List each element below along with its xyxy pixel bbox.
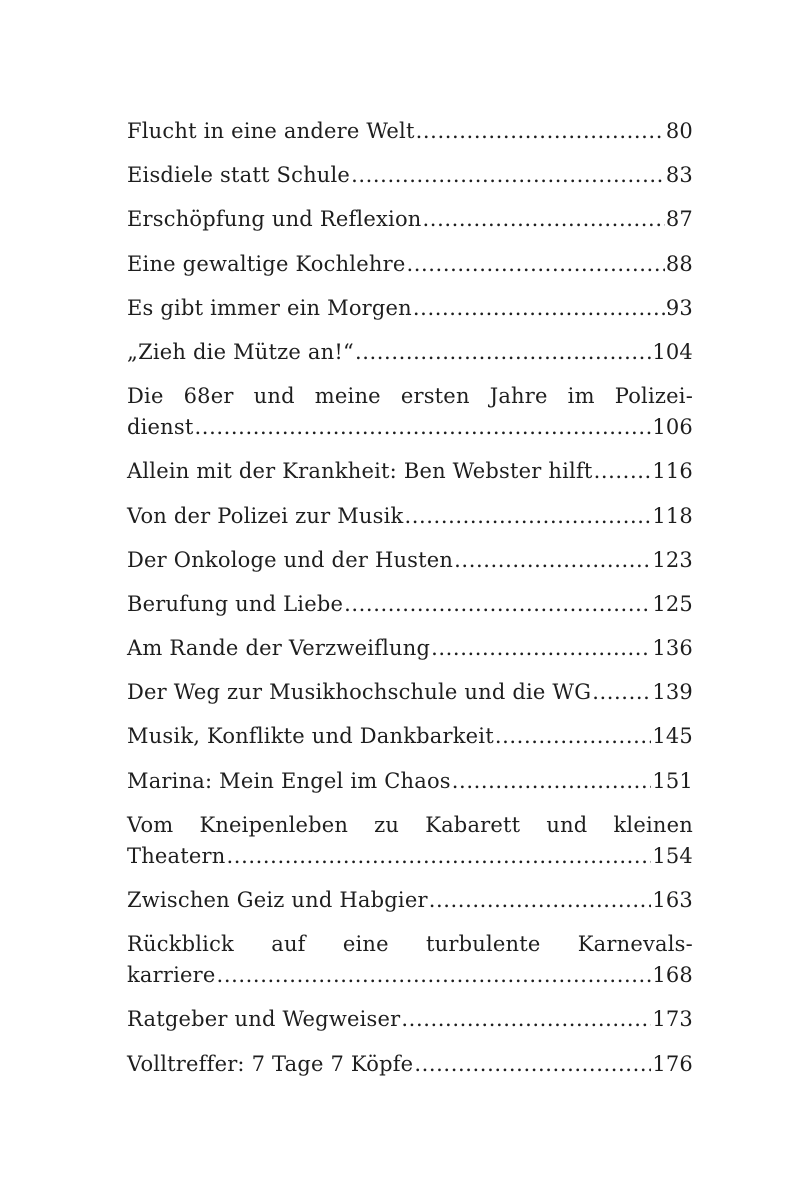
toc-entry-line bbox=[127, 501, 693, 532]
toc-entry-line bbox=[127, 841, 693, 872]
toc-entry-page-number: 145 bbox=[652, 724, 693, 749]
toc-entry-word: Rückblick bbox=[127, 932, 234, 957]
toc-entry bbox=[127, 337, 693, 368]
toc-entry-title: „Zieh die Mütze an!“ bbox=[127, 339, 354, 364]
toc-entry-line bbox=[127, 721, 693, 752]
toc-entry-page-number: 83 bbox=[665, 163, 693, 188]
toc-entry bbox=[127, 456, 693, 487]
dot-leader bbox=[404, 501, 651, 532]
dot-leader bbox=[454, 545, 651, 576]
toc-entry-title: Flucht in eine andere Welt bbox=[127, 119, 415, 143]
toc-entry bbox=[127, 545, 693, 576]
toc-entry-page-number: 104 bbox=[652, 339, 693, 364]
toc-entry-page-number: 136 bbox=[652, 636, 693, 661]
toc-entry-title: Eine gewaltige Kochlehre bbox=[127, 251, 406, 276]
toc-entry bbox=[127, 633, 693, 664]
toc-entry-word: kleinen bbox=[613, 812, 693, 837]
toc-entry-title-line bbox=[127, 929, 693, 960]
toc-entry bbox=[127, 116, 693, 147]
toc-entry bbox=[127, 293, 693, 324]
toc-entry-title: Der Onkologe und der Husten bbox=[127, 547, 454, 572]
toc-entry-page-number: 173 bbox=[652, 1007, 693, 1032]
dot-leader bbox=[195, 412, 652, 443]
toc-entry-word: Jahre bbox=[489, 384, 548, 409]
toc-entry-line bbox=[127, 204, 693, 235]
toc-entry-line bbox=[127, 456, 693, 487]
toc-entry bbox=[127, 1004, 693, 1035]
dot-leader bbox=[355, 337, 651, 368]
toc-entry-word: Vom bbox=[127, 812, 174, 837]
toc-entry-title: Allein mit der Krankheit: Ben Webster hilft bbox=[127, 459, 593, 484]
toc-entry-line bbox=[127, 1004, 693, 1035]
toc-entry-title-line bbox=[127, 381, 693, 412]
toc-entry bbox=[127, 721, 693, 752]
dot-leader bbox=[495, 721, 651, 752]
toc-entry-page-number: 87 bbox=[665, 207, 693, 232]
toc-entry-title: karriere bbox=[127, 963, 216, 988]
toc-entry-word: ersten bbox=[400, 384, 470, 409]
toc-entry-word: auf bbox=[271, 932, 306, 957]
dot-leader bbox=[594, 456, 652, 487]
toc-entry bbox=[127, 204, 693, 235]
toc-entry bbox=[127, 501, 693, 532]
table-of-contents bbox=[127, 116, 693, 1093]
toc-entry-title: Berufung und Liebe bbox=[127, 591, 344, 616]
dot-leader bbox=[413, 293, 665, 324]
toc-entry-page-number: 80 bbox=[665, 119, 693, 143]
toc-entry-title: Theatern bbox=[127, 843, 226, 868]
toc-entry-page-number: 123 bbox=[652, 547, 693, 572]
toc-entry-word: und bbox=[253, 384, 295, 409]
dot-leader bbox=[351, 160, 665, 191]
toc-entry-page-number: 118 bbox=[652, 503, 693, 528]
toc-entry-line bbox=[127, 1049, 693, 1080]
toc-entry-title: Der Weg zur Musikhochschule und die WG bbox=[127, 680, 592, 705]
toc-entry-word: Kneipenleben bbox=[199, 812, 349, 837]
toc-entry-line bbox=[127, 960, 693, 991]
toc-entry-word: eine bbox=[342, 932, 389, 957]
toc-entry-line bbox=[127, 160, 693, 191]
toc-entry-word: 68er bbox=[183, 384, 234, 409]
toc-entry-title: dienst bbox=[127, 415, 194, 440]
toc-entry-line bbox=[127, 293, 693, 324]
toc-entry-title: Von der Polizei zur Musik bbox=[127, 503, 404, 528]
toc-entry-line bbox=[127, 249, 693, 280]
toc-entry bbox=[127, 766, 693, 797]
toc-entry bbox=[127, 589, 693, 620]
toc-entry-word: im bbox=[567, 384, 595, 409]
dot-leader bbox=[429, 885, 652, 916]
toc-entry-page-number: 168 bbox=[652, 963, 693, 988]
toc-entry-page-number: 176 bbox=[652, 1051, 693, 1076]
toc-entry-page-number: 154 bbox=[652, 843, 693, 868]
toc-entry-page-number: 88 bbox=[665, 251, 693, 276]
toc-entry-line bbox=[127, 116, 693, 147]
dot-leader bbox=[452, 766, 652, 797]
toc-entry-word: zu bbox=[374, 812, 400, 837]
toc-entry-line bbox=[127, 545, 693, 576]
toc-entry-page-number: 93 bbox=[665, 295, 693, 320]
toc-entry-line bbox=[127, 677, 693, 708]
dot-leader bbox=[592, 677, 651, 708]
toc-entry-page-number: 163 bbox=[652, 888, 693, 912]
toc-entry-word: und bbox=[546, 812, 588, 837]
toc-entry bbox=[127, 249, 693, 280]
toc-entry bbox=[127, 810, 693, 872]
toc-entry-title: Volltreffer: 7 Tage 7 Köpfe bbox=[127, 1051, 414, 1076]
toc-entry-word: Polizei- bbox=[614, 384, 693, 409]
toc-entry-title: Erschöpfung und Reflexion bbox=[127, 207, 422, 232]
toc-entry-page-number: 106 bbox=[652, 415, 693, 440]
toc-entry-title: Ratgeber und Wegweiser bbox=[127, 1007, 401, 1032]
toc-entry bbox=[127, 160, 693, 191]
toc-entry-title: Musik, Konflikte und Dankbarkeit bbox=[127, 724, 494, 749]
toc-entry-title: Es gibt immer ein Morgen bbox=[127, 295, 412, 320]
dot-leader bbox=[406, 249, 664, 280]
toc-entry-title: Am Rande der Verzweiflung bbox=[127, 636, 431, 661]
toc-entry bbox=[127, 885, 693, 916]
dot-leader bbox=[344, 589, 651, 620]
toc-entry-word: Die bbox=[127, 384, 164, 409]
dot-leader bbox=[431, 633, 651, 664]
dot-leader bbox=[227, 841, 652, 872]
toc-entry-line bbox=[127, 412, 693, 443]
toc-entry-line bbox=[127, 633, 693, 664]
toc-entry-line bbox=[127, 766, 693, 797]
toc-entry-title: Marina: Mein Engel im Chaos bbox=[127, 768, 451, 793]
toc-entry bbox=[127, 1049, 693, 1080]
toc-entry-title: Eisdiele statt Schule bbox=[127, 163, 351, 188]
toc-entry bbox=[127, 929, 693, 991]
toc-entry bbox=[127, 677, 693, 708]
toc-entry-line bbox=[127, 337, 693, 368]
dot-leader bbox=[401, 1004, 651, 1035]
toc-entry-word: turbulente bbox=[426, 932, 541, 957]
toc-entry-page-number: 116 bbox=[652, 459, 693, 484]
toc-entry-title: Zwischen Geiz und Habgier bbox=[127, 888, 428, 912]
dot-leader bbox=[423, 204, 665, 235]
toc-entry-word: Karnevals- bbox=[577, 932, 693, 957]
toc-entry bbox=[127, 381, 693, 443]
toc-entry-word: meine bbox=[314, 384, 381, 409]
toc-entry-page-number: 139 bbox=[652, 680, 693, 705]
toc-entry-title-line bbox=[127, 810, 693, 841]
toc-entry-word: Kabarett bbox=[425, 812, 521, 837]
dot-leader bbox=[416, 116, 665, 147]
toc-entry-page-number: 151 bbox=[652, 768, 693, 793]
toc-entry-page-number: 125 bbox=[652, 591, 693, 616]
dot-leader bbox=[414, 1049, 651, 1080]
toc-entry-line bbox=[127, 589, 693, 620]
dot-leader bbox=[217, 960, 652, 991]
toc-entry-line bbox=[127, 885, 693, 916]
